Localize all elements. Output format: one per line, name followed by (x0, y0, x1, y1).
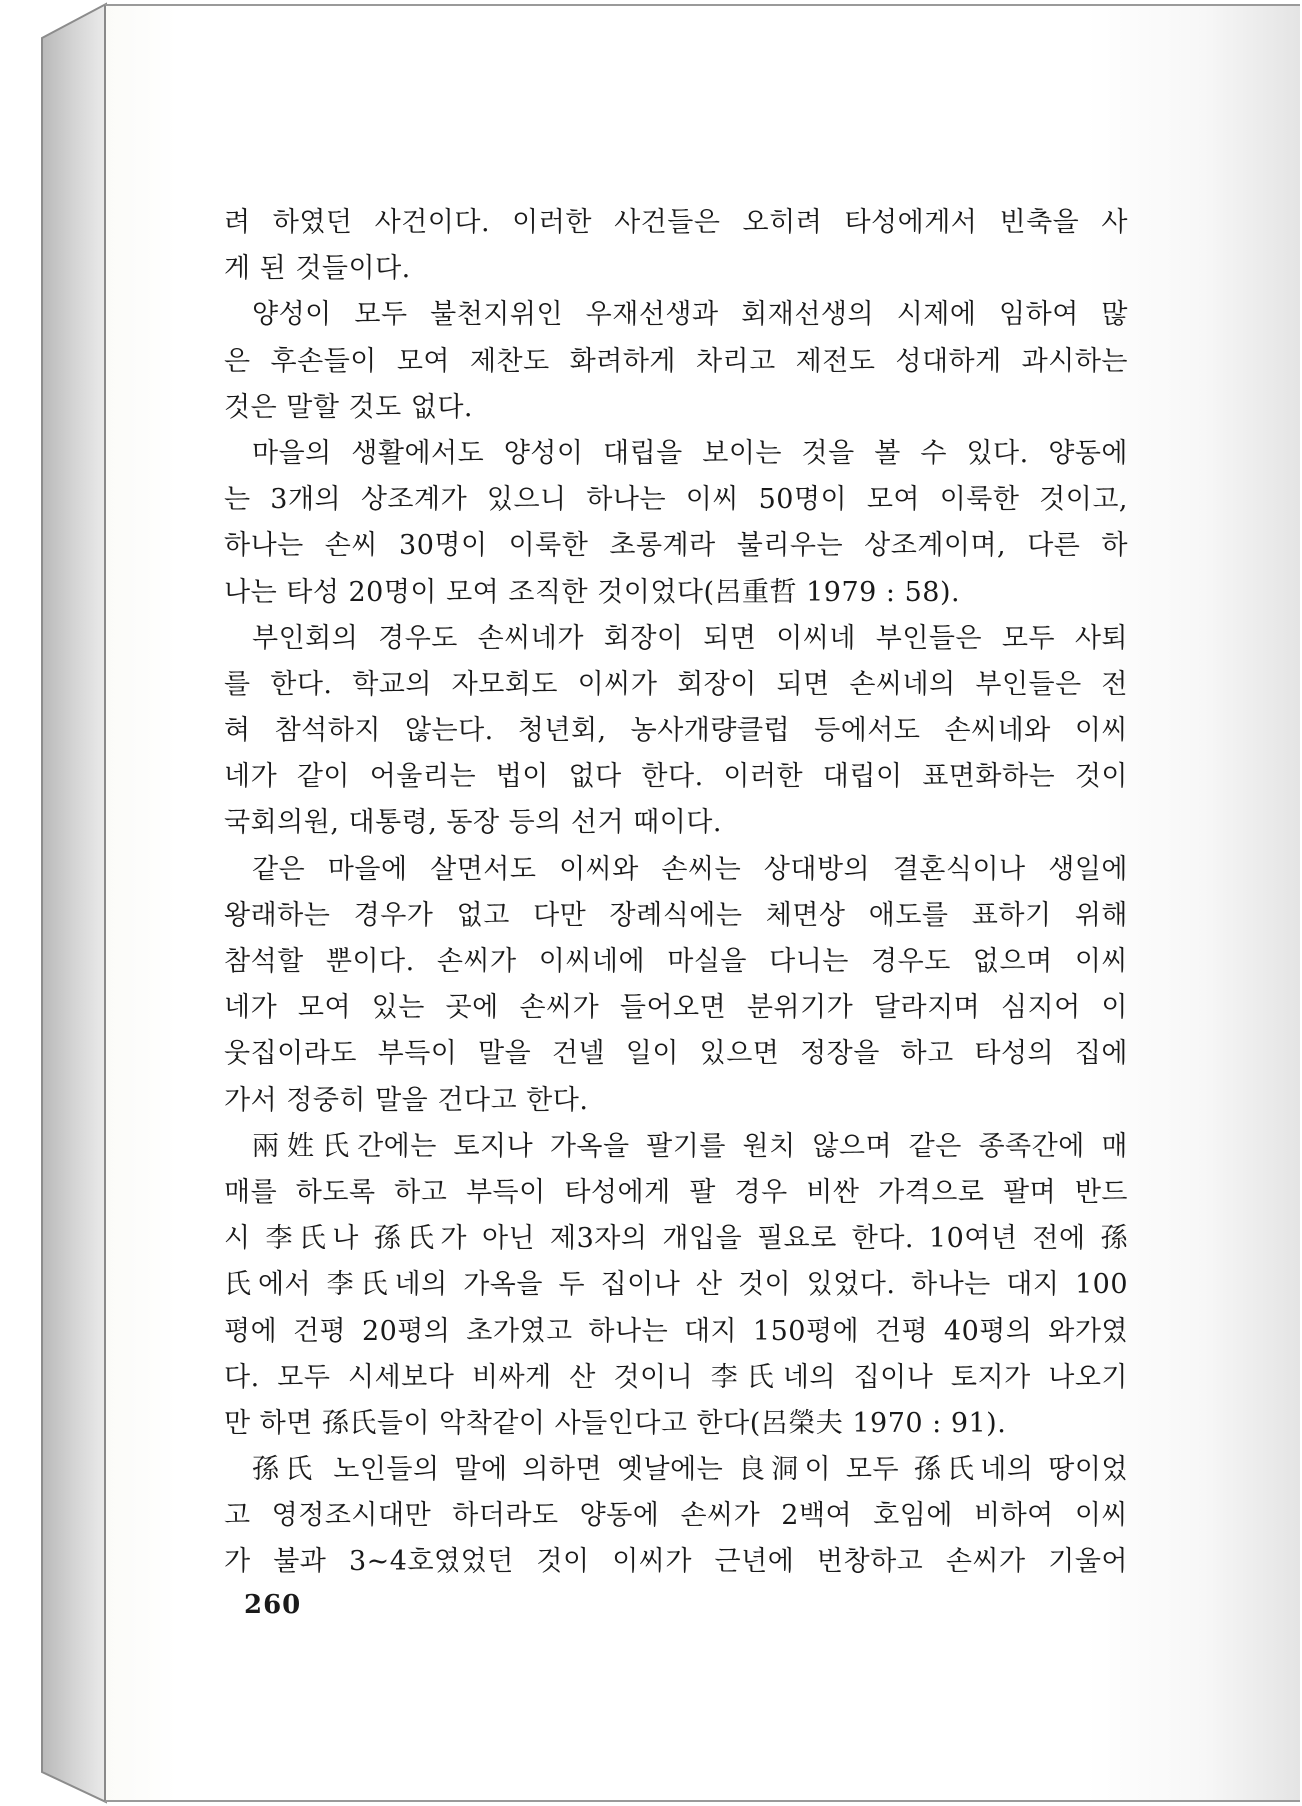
text-line: 네가 같이 어울리는 법이 없다 한다. 이러한 대립이 표면화하는 것이 (224, 761, 1128, 793)
text-line: 兩姓氏간에는 토지나 가옥을 팔기를 원치 않으며 같은 종족간에 매 (252, 1130, 1128, 1162)
text-line: 가 불과 3~4호였었던 것이 이씨가 근년에 번창하고 손씨가 기울어 (224, 1546, 1128, 1578)
text-line: 양성이 모두 불천지위인 우재선생과 회재선생의 시제에 임하여 많 (252, 299, 1128, 331)
text-line: 고 영정조시대만 하더라도 양동에 손씨가 2백여 호임에 비하여 이씨 (224, 1500, 1128, 1532)
text-line: 는 3개의 상조계가 있으니 하나는 이씨 50명이 모여 이룩한 것이고, (224, 484, 1128, 516)
text-line: 려 하였던 사건이다. 이러한 사건들은 오히려 타성에게서 빈축을 사 (224, 207, 1128, 238)
text-line: 국회의원, 대통령, 동장 등의 선거 때이다. (224, 807, 722, 839)
text-line: 왕래하는 경우가 없고 다만 장례식에는 체면상 애도를 표하기 위해 (224, 899, 1128, 931)
text-line: 게 된 것들이다. (224, 253, 411, 285)
page-number: 260 (244, 1590, 302, 1620)
text-line: 같은 마을에 살면서도 이씨와 손씨는 상대방의 결혼식이나 생일에 (252, 853, 1128, 885)
text-line: 를 한다. 학교의 자모회도 이씨가 회장이 되면 손씨네의 부인들은 전 (224, 668, 1128, 700)
text-line: 웃집이라도 부득이 말을 건넬 일이 있으면 정장을 하고 타성의 집에 (224, 1038, 1128, 1070)
text-line: 부인회의 경우도 손씨네가 회장이 되면 이씨네 부인들은 모두 사퇴 (252, 622, 1128, 654)
text-line: 나는 타성 20명이 모여 조직한 것이었다(呂重哲 1979 : 58). (224, 576, 961, 608)
text-line: 다. 모두 시세보다 비싸게 산 것이니 李氏네의 집이나 토지가 나오기 (224, 1361, 1128, 1393)
text-line: 네가 모여 있는 곳에 손씨가 들어오면 분위기가 달라지며 심지어 이 (224, 992, 1128, 1024)
text-line: 하나는 손씨 30명이 이룩한 초롱계라 불리우는 상조계이며, 다른 하 (224, 530, 1128, 562)
text-line: 것은 말할 것도 없다. (224, 391, 473, 423)
text-line: 만 하면 孫氏들이 악착같이 사들인다고 한다(呂榮夫 1970 : 91). (224, 1407, 1007, 1439)
text-line: 孫氏 노인들의 말에 의하면 옛날에는 良洞이 모두 孫氏네의 땅이었 (252, 1454, 1128, 1486)
text-line: 氏에서 李氏네의 가옥을 두 집이나 산 것이 있었다. 하나는 대지 100 (224, 1269, 1128, 1301)
body-text (224, 200, 1128, 1586)
text-line: 매를 하도록 하고 부득이 타성에게 팔 경우 비싼 가격으로 팔며 반드 (224, 1176, 1128, 1208)
text-line: 가서 정중히 말을 건다고 한다. (224, 1084, 589, 1116)
text-line: 참석할 뿐이다. 손씨가 이씨네에 마실을 다니는 경우도 없으며 이씨 (224, 946, 1128, 977)
text-line: 마을의 생활에서도 양성이 대립을 보이는 것을 볼 수 있다. 양동에 (252, 437, 1128, 469)
text-line: 혀 참석하지 않는다. 청년회, 농사개량클럽 등에서도 손씨네와 이씨 (224, 715, 1128, 747)
text-line: 은 후손들이 모여 제찬도 화려하게 차리고 제전도 성대하게 과시하는 (224, 345, 1128, 377)
text-line: 시 李氏나 孫氏가 아닌 제3자의 개입을 필요로 한다. 10여년 전에 孫 (224, 1223, 1128, 1255)
text-line: 평에 건평 20평의 초가였고 하나는 대지 150평에 건평 40평의 와가였 (224, 1315, 1128, 1347)
book-spine (0, 0, 110, 1806)
